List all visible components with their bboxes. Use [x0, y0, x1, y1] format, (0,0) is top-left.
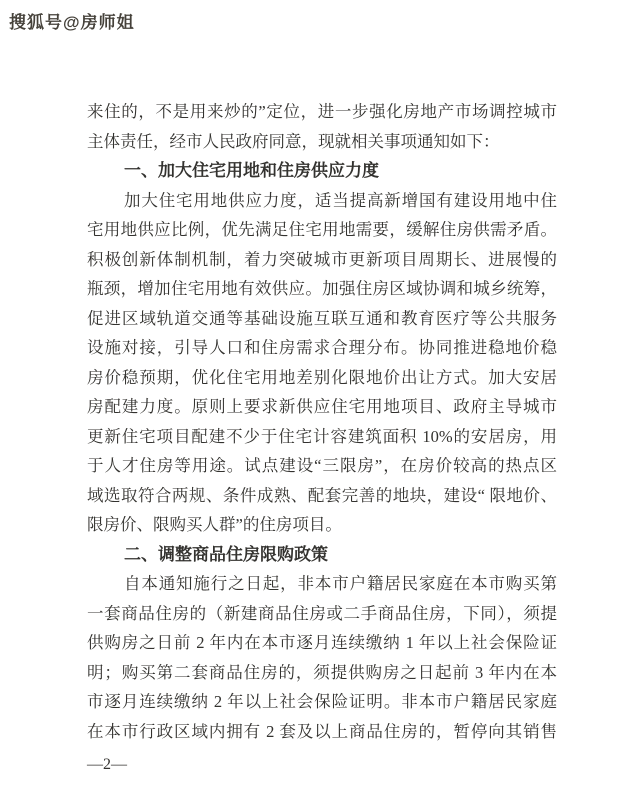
document-line: 自本通知施行之日起，非本市户籍居民家庭在本市购买第	[124, 574, 557, 593]
document-body	[87, 97, 557, 746]
document-page	[87, 97, 557, 779]
document-line: 主体责任，经市人民政府同意，现就相关事项通知如下：	[87, 131, 500, 151]
document-line: 一、加大住宅用地和住房供应力度	[124, 161, 379, 180]
document-line: 设施对接，引导人口和住房需求合理分布。协同推进稳地价稳	[87, 338, 557, 357]
document-line: 积极创新体制机制，着力突破城市更新项目周期长、进展慢的	[87, 249, 557, 269]
document-line: 市逐月连续缴纳 2 年以上社会保险证明。非本市户籍居民家庭	[87, 692, 557, 711]
document-line: 房配建力度。原则上要求新供应住宅用地项目、政府主导城市	[87, 397, 557, 416]
document-line: 在本市行政区域内拥有 2 套及以上商品住房的，暂停向其销售	[87, 721, 557, 741]
document-line: 房价稳预期，优化住宅用地差别化限地价出让方式。加大安居	[87, 367, 557, 387]
document-line: 供购房之日前 2 年内在本市逐月连续缴纳 1 年以上社会保险证	[87, 633, 557, 652]
document-line: 一套商品住房的（新建商品住房或二手商品住房，下同），须提	[87, 603, 557, 623]
document-line: 瓶颈，增加住宅用地有效供应。加强住房区域协调和城乡统筹，	[87, 279, 557, 298]
document-line: 促进区域轨道交通等基础设施互联互通和教育医疗等公共服务	[87, 308, 557, 328]
document-line: 二、调整商品住房限购政策	[124, 544, 328, 564]
document-line: 更新住宅项目配建不少于住宅计容建筑面积 10%的安居房，用	[87, 426, 557, 446]
watermark-text: 搜狐号@房师姐	[9, 13, 135, 32]
document-line: 域选取符合两规、条件成熟、配套完善的地块，建设“ 限地价、	[87, 485, 557, 505]
document-line: 加大住宅用地供应力度，适当提高新增国有建设用地中住	[124, 190, 557, 210]
document-line: 来住的，不是用来炒的”定位，进一步强化房地产市场调控城市	[87, 102, 557, 121]
document-line: 限房价、限购买人群”的住房项目。	[87, 515, 342, 534]
page-number: —2—	[87, 756, 127, 773]
document-line: 宅用地供应比例，优先满足住宅用地需要，缓解住房供需矛盾。	[87, 220, 557, 239]
document-line: 于人才住房等用途。试点建设“三限房”，在房价较高的热点区	[87, 456, 557, 475]
document-line: 明；购买第二套商品住房的，须提供购房之日起前 3 年内在本	[87, 662, 557, 682]
